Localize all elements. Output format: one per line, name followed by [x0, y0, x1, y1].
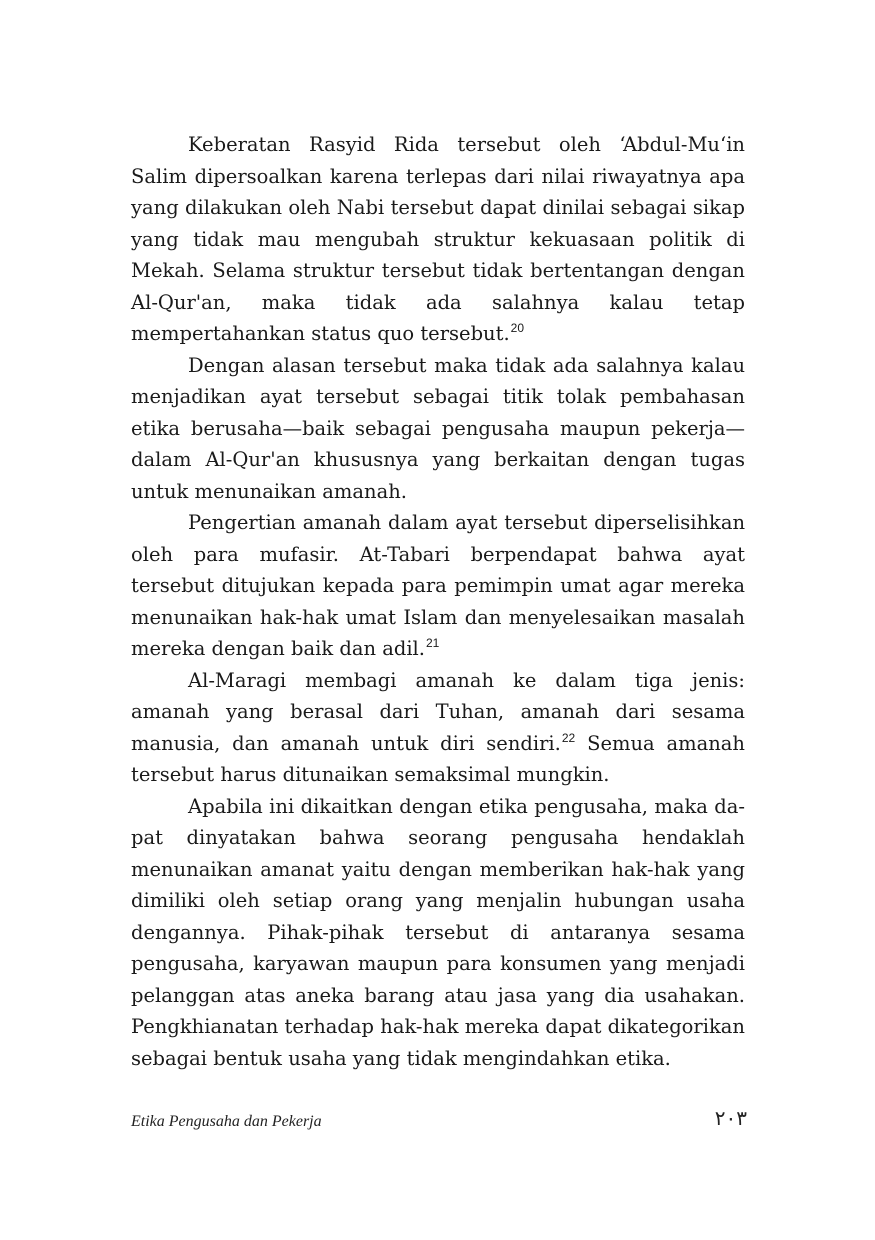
paragraph-text: Pengertian amanah dalam ayat tersebut diperselisihkan oleh para mufasir. At-Tabari berpendapat bahwa ayat tersebut ditujukan kepada para pemimpin umat agar mereka menunaikan hak-hak umat Islam dan menyelesaikan masalah mereka dengan baik dan adil. — [131, 511, 745, 660]
footnote-ref-20[interactable]: 20 — [510, 321, 525, 336]
page-number: ٢٠٣ — [714, 1106, 747, 1130]
paragraph-5 — [131, 791, 745, 1075]
paragraph-1 — [131, 129, 745, 350]
paragraph-text-continued: Semua amanah tersebut harus ditunaikan semaksimal mungkin. — [131, 731, 745, 786]
footnote-ref-22[interactable]: 22 — [561, 730, 576, 745]
paragraph-4 — [131, 665, 745, 791]
paragraph-text: Dengan alasan tersebut maka tidak ada salahnya kalau menjadikan ayat tersebut sebagai titik tolak pembahasan etika berusaha—baik sebagai pengusaha maupun pekerja—dalam Al-Qur'an khususnya yang berkaitan dengan tugas untuk menunaikan amanah. — [131, 353, 745, 503]
paragraph-text: Apabila ini dikaitkan dengan etika pengusaha, maka dapat dinyatakan bahwa seorang pengusaha hendaklah menunaikan amanat yaitu dengan memberikan hak-hak yang dimiliki oleh setiap orang yang menjalin hubungan usaha dengannya. Pihak-pihak tersebut di antaranya sesama pengusaha, karyawan maupun para konsumen yang menjadi pelanggan atas aneka barang atau jasa yang dia usahakan. Pengkhianatan terhadap hak-hak mereka dapat dikategorikan sebagai bentuk usaha yang tidak mengindahkan etika. — [131, 794, 745, 1070]
paragraph-text: Keberatan Rasyid Rida tersebut oleh ‘Abdul-Mu‘in Salim dipersoalkan karena terlepas dari nilai riwayatnya apa yang dilakukan oleh Nabi tersebut dapat dinilai sebagai sikap yang tidak mau mengubah struktur kekuasaan politik di Mekah. Selama struktur tersebut tidak bertentangan dengan Al-Qur'an, maka tidak ada salahnya kalau tetap mempertahankan status quo tersebut. — [131, 133, 745, 345]
paragraph-3 — [131, 507, 745, 665]
paragraph-text: Al-Maragi membagi amanah ke dalam tiga jenis: amanah yang berasal dari Tuhan, amanah dari sesama manusia, dan amanah untuk diri sendiri. — [131, 668, 745, 755]
paragraph-2 — [131, 350, 745, 508]
footnote-ref-21[interactable]: 21 — [426, 636, 440, 651]
running-footer-title: Etika Pengusaha dan Pekerja — [131, 1113, 322, 1130]
body-text — [131, 129, 745, 1074]
